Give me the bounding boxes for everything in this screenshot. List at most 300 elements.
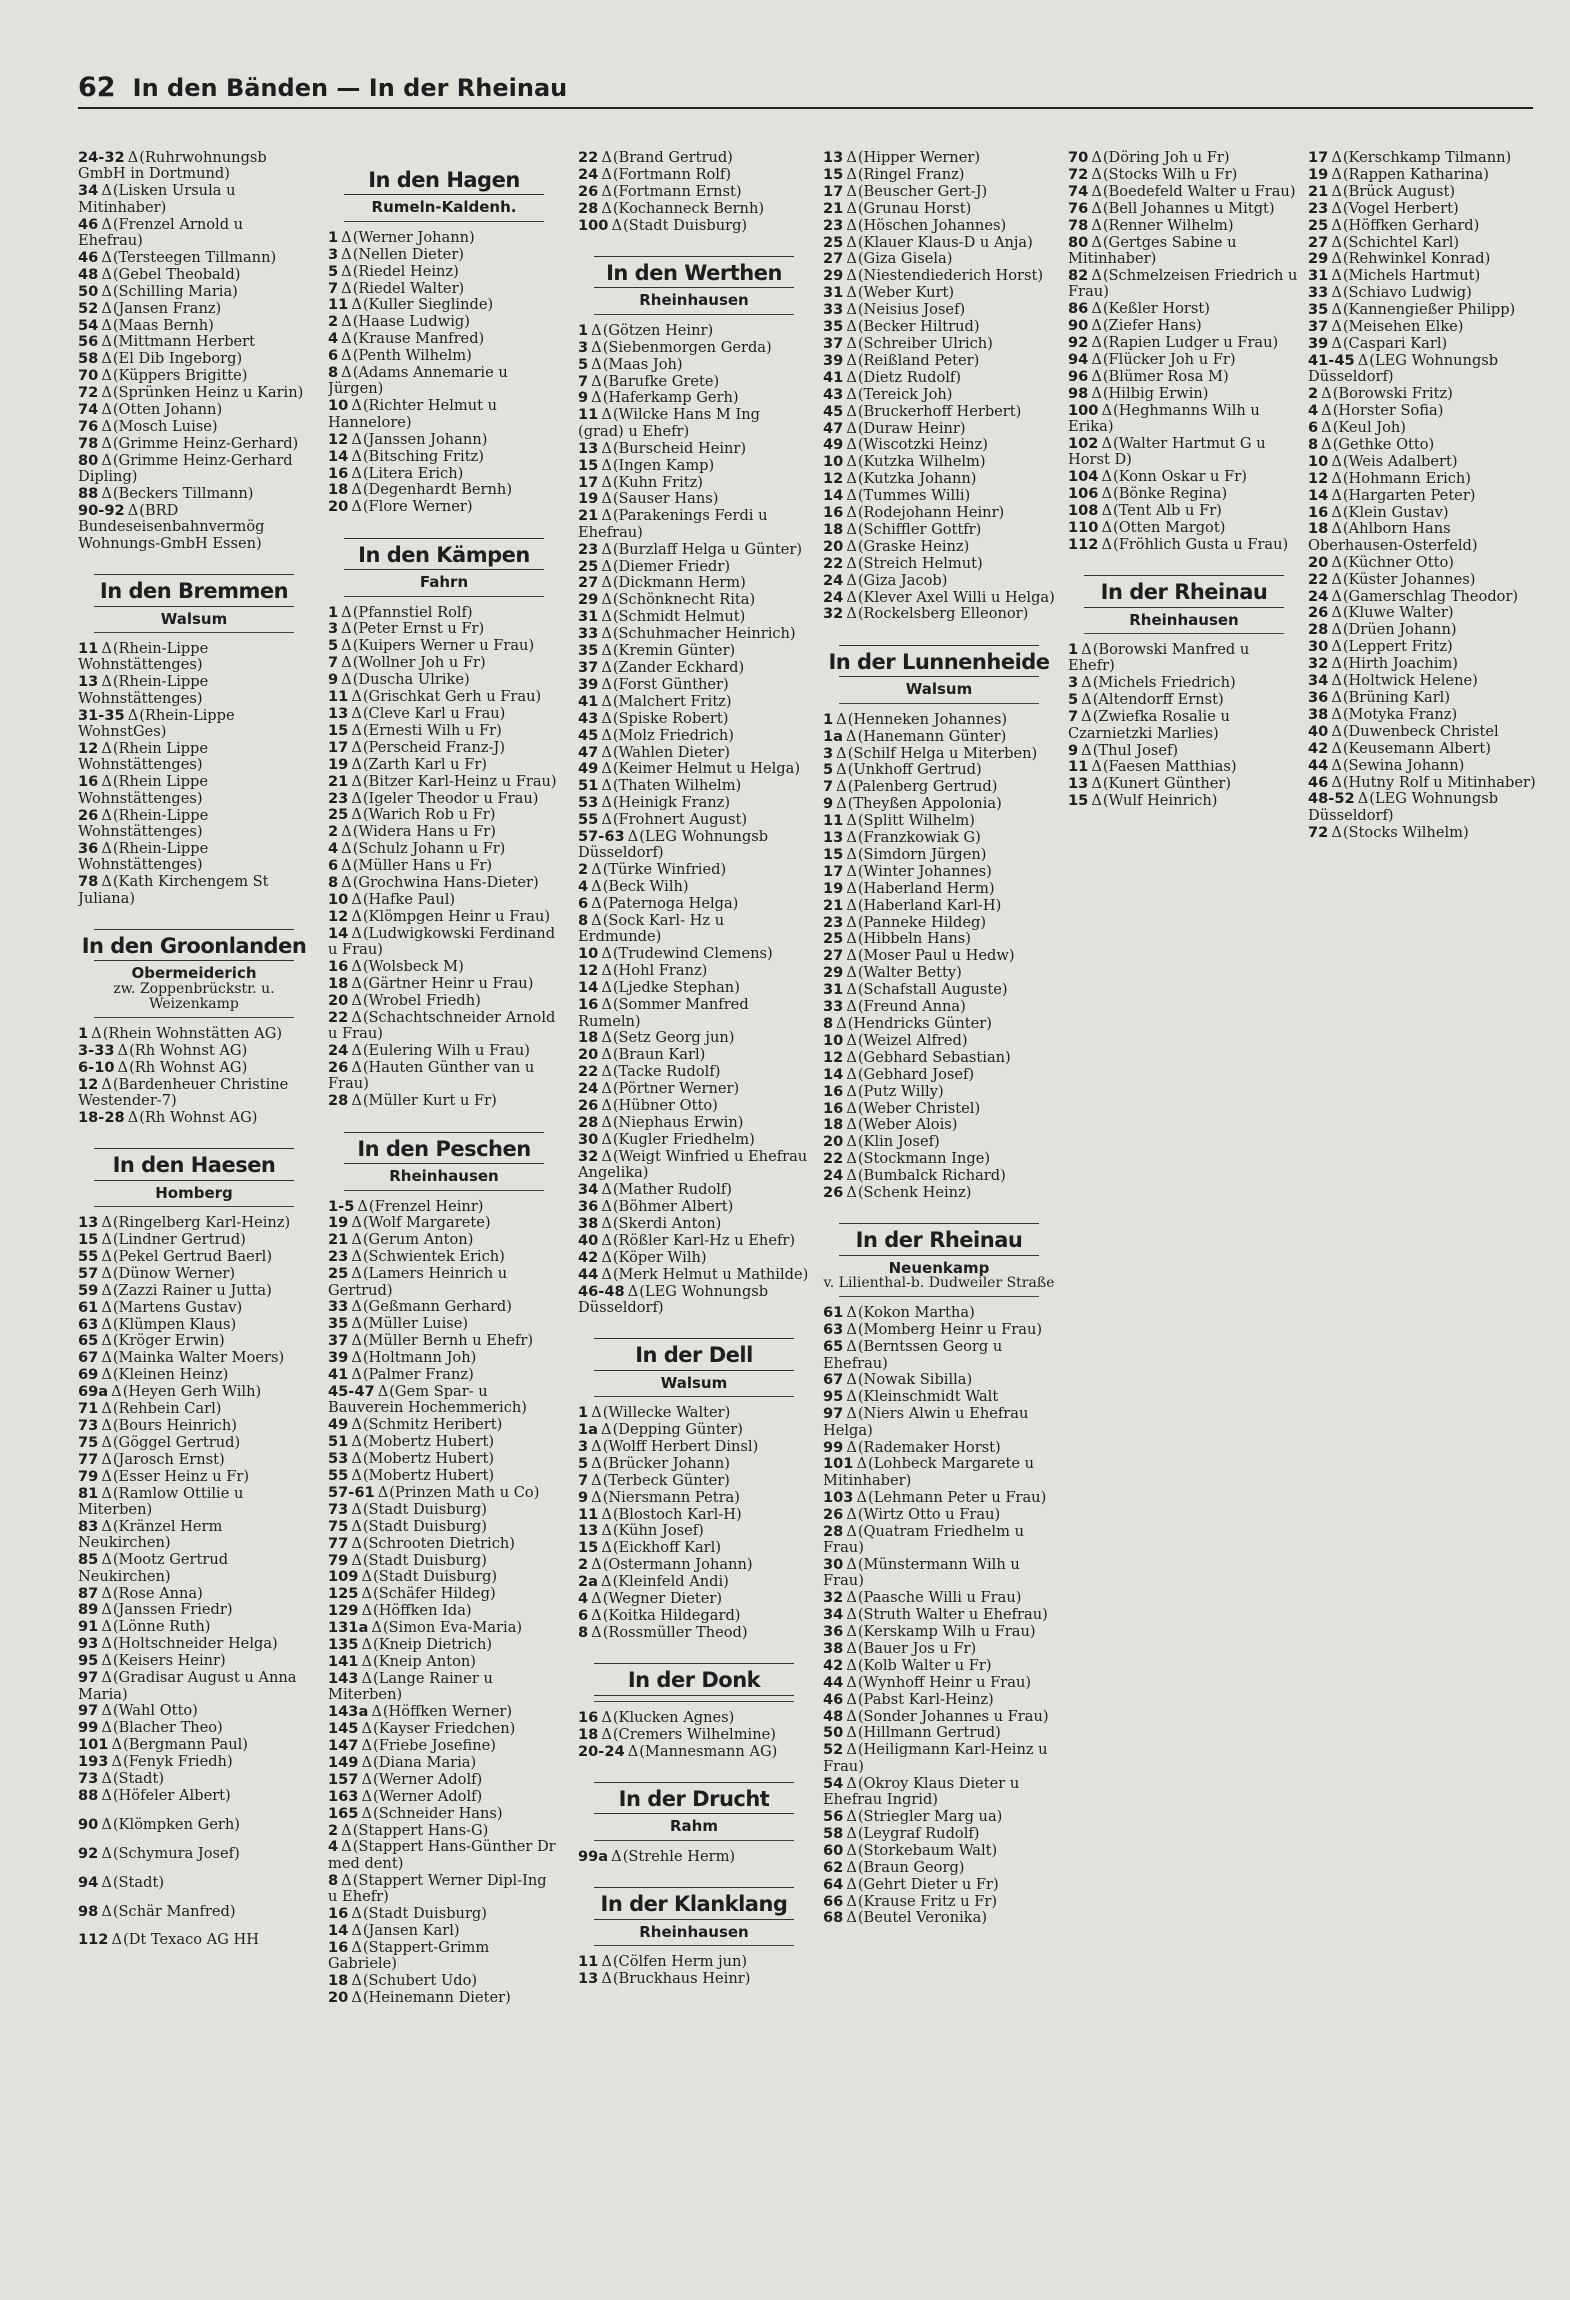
directory-entry — [578, 745, 810, 761]
resident-name: (Holtmann Joh) — [362, 1349, 477, 1367]
street-name: In den Hagen — [368, 168, 520, 192]
resident-name: (Grimme Heinz-Gerhard) — [112, 434, 299, 452]
street-name: In der Klanklang — [600, 1892, 788, 1917]
house-number: 99a — [578, 1847, 609, 1865]
directory-entry — [1068, 318, 1300, 334]
resident-name: (Fröhlich Gusta u Frau) — [1113, 535, 1289, 553]
directory-entry — [823, 965, 1055, 981]
triangle-marker-icon: Δ — [591, 895, 602, 913]
resident-name: (Rhein Lippe Wohnstättenges) — [78, 740, 208, 774]
resident-name: (Hanemann Günter) — [857, 727, 1007, 745]
triangle-marker-icon: Δ — [591, 1454, 602, 1472]
resident-name: (Grunau Horst) — [857, 199, 972, 217]
directory-entry — [578, 829, 810, 862]
directory-entry — [823, 948, 1055, 964]
resident-name: (Lehmann Peter u Frau) — [868, 1488, 1047, 1506]
resident-name: (Wrobel Friedh) — [362, 991, 481, 1009]
directory-entry — [823, 830, 1055, 846]
house-number: 95 — [78, 1652, 99, 1670]
house-number: 8 — [823, 1015, 834, 1032]
resident-name: (Eickhoff Karl) — [612, 1539, 722, 1557]
house-number: 68 — [823, 1909, 844, 1927]
resident-name: (Weizel Alfred) — [857, 1031, 968, 1049]
house-number: 18 — [823, 1116, 844, 1134]
house-number: 48 — [78, 265, 99, 283]
triangle-marker-icon: Δ — [101, 1467, 112, 1485]
triangle-marker-icon: Δ — [836, 1015, 847, 1032]
directory-entry — [78, 841, 310, 874]
resident-name: (Schulz Johann u Fr) — [352, 840, 506, 858]
directory-entry — [328, 1973, 560, 1989]
triangle-marker-icon: Δ — [1331, 722, 1342, 740]
resident-name: (Stadt) — [112, 1770, 165, 1788]
resident-name: (Ringelberg Karl-Heinz) — [112, 1214, 291, 1232]
triangle-marker-icon: Δ — [591, 861, 602, 879]
house-number: 112 — [1068, 535, 1099, 553]
directory-entry — [578, 761, 810, 777]
house-number: 165 — [328, 1804, 359, 1822]
directory-entry — [328, 1232, 560, 1248]
house-number: 46 — [1308, 773, 1329, 791]
house-number: 39 — [1308, 334, 1329, 352]
house-number: 19 — [823, 879, 844, 897]
house-number: 2 — [328, 1821, 339, 1839]
directory-entry — [823, 218, 1055, 234]
district-name: Rahm — [670, 1817, 718, 1836]
triangle-marker-icon: Δ — [601, 406, 612, 424]
resident-name: (Rößler Karl-Hz u Ehefr) — [612, 1231, 796, 1249]
directory-entry — [578, 1149, 810, 1182]
directory-entry — [328, 449, 560, 465]
house-number: 44 — [823, 1673, 844, 1691]
directory-entry — [78, 1110, 310, 1126]
house-number: 3 — [823, 744, 834, 762]
resident-name: (Frohnert August) — [612, 811, 748, 829]
resident-name: (Mobertz Hubert) — [362, 1433, 495, 1451]
triangle-marker-icon: Δ — [117, 1058, 129, 1076]
directory-entry — [78, 351, 310, 367]
house-number: 26 — [1308, 604, 1329, 622]
resident-name: (Kunert Günther) — [1102, 775, 1232, 793]
triangle-marker-icon: Δ — [601, 1147, 612, 1165]
house-number: 6 — [328, 857, 339, 875]
triangle-marker-icon: Δ — [601, 962, 612, 980]
triangle-marker-icon: Δ — [101, 367, 112, 385]
triangle-marker-icon: Δ — [846, 165, 857, 183]
triangle-marker-icon: Δ — [846, 1438, 857, 1456]
directory-entry — [328, 365, 560, 398]
directory-entry — [578, 323, 810, 339]
house-number: 35 — [328, 1315, 349, 1333]
triangle-marker-icon: Δ — [591, 389, 602, 407]
resident-name: (Kleinschmidt Walt — [857, 1388, 999, 1406]
directory-entry — [78, 674, 310, 707]
directory-entry — [578, 677, 810, 693]
triangle-marker-icon: Δ — [101, 1517, 112, 1535]
directory-entry — [578, 1557, 810, 1573]
triangle-marker-icon: Δ — [846, 1824, 857, 1842]
triangle-marker-icon: Δ — [846, 1673, 857, 1691]
triangle-marker-icon: Δ — [361, 1602, 373, 1620]
triangle-marker-icon: Δ — [361, 1737, 373, 1755]
directory-entry — [1308, 825, 1540, 841]
directory-entry — [1308, 505, 1540, 521]
directory-entry — [1308, 353, 1540, 386]
resident-name: (Ramlow Ottilie u Miterben) — [78, 1484, 244, 1519]
resident-name: (Kröger Erwin) — [112, 1332, 225, 1350]
house-number: 16 — [823, 1099, 844, 1117]
triangle-marker-icon: Δ — [1091, 367, 1102, 385]
triangle-marker-icon: Δ — [361, 1568, 373, 1586]
house-number: 7 — [1068, 708, 1079, 726]
house-number: 34 — [1308, 672, 1329, 690]
directory-entry — [78, 1401, 310, 1417]
resident-name: (Kutzka Wilhelm) — [857, 453, 986, 471]
resident-name: (Werner Johann) — [352, 228, 475, 246]
house-number: 30 — [578, 1130, 599, 1148]
directory-entry — [1308, 437, 1540, 453]
resident-name: (Ingen Kamp) — [612, 456, 715, 474]
house-number: 147 — [328, 1737, 359, 1755]
directory-entry — [1308, 639, 1540, 655]
resident-name: (Otten Margot) — [1113, 518, 1226, 536]
triangle-marker-icon: Δ — [601, 625, 612, 643]
directory-entry — [78, 1586, 310, 1602]
directory-entry — [328, 1823, 560, 1839]
resident-name: (Rh Wohnst AG) — [139, 1108, 258, 1126]
resident-name: (Klein Gustav) — [1342, 503, 1449, 521]
resident-name: (Höffken Gerhard) — [1342, 216, 1480, 234]
directory-entry — [823, 915, 1055, 931]
triangle-marker-icon: Δ — [601, 726, 612, 744]
resident-name: (Keusemann Albert) — [1342, 739, 1491, 757]
running-title: In den Bänden — In der Rheinau — [132, 74, 568, 102]
resident-name: (Schilling Maria) — [112, 282, 238, 300]
directory-entry — [328, 1738, 560, 1754]
resident-name: (Skerdi Anton) — [612, 1214, 722, 1232]
house-number: 55 — [578, 811, 599, 829]
resident-name: (Klömpken Gerh) — [112, 1815, 240, 1833]
house-number: 98 — [1068, 384, 1089, 402]
house-number: 102 — [1068, 434, 1099, 452]
triangle-marker-icon: Δ — [1101, 485, 1113, 503]
triangle-marker-icon: Δ — [101, 1786, 112, 1804]
resident-name: (Fortmann Ernst) — [612, 182, 742, 200]
street-heading — [328, 1132, 560, 1191]
triangle-marker-icon: Δ — [846, 470, 857, 488]
triangle-marker-icon: Δ — [846, 879, 857, 897]
triangle-marker-icon: Δ — [101, 333, 112, 351]
resident-name: (Depping Günter) — [612, 1421, 743, 1439]
resident-name: (Döring Joh u Fr) — [1102, 150, 1230, 166]
triangle-marker-icon: Δ — [351, 397, 362, 415]
resident-name: (Gebel Theobald) — [112, 265, 241, 283]
triangle-marker-icon: Δ — [351, 907, 362, 925]
triangle-marker-icon: Δ — [111, 1753, 123, 1771]
house-number: 37 — [823, 334, 844, 352]
house-number: 92 — [78, 1844, 99, 1862]
resident-name: (Igeler Theodor u Frau) — [362, 789, 539, 807]
house-number: 4 — [578, 1590, 589, 1608]
house-number: 10 — [823, 453, 844, 471]
directory-entry — [328, 1839, 560, 1872]
house-number: 39 — [328, 1349, 349, 1367]
column-6 — [1308, 150, 1540, 842]
house-number: 12 — [823, 1048, 844, 1066]
house-number: 4 — [1308, 402, 1319, 420]
resident-name: (Kolb Walter u Fr) — [857, 1656, 992, 1674]
directory-entry — [328, 1093, 560, 1109]
house-number: 29 — [823, 964, 844, 982]
house-number: 20 — [578, 1046, 599, 1064]
resident-name: (Rademaker Horst) — [857, 1438, 1001, 1456]
triangle-marker-icon: Δ — [341, 823, 352, 841]
resident-name: (Hendricks Günter) — [847, 1015, 992, 1032]
house-number: 103 — [823, 1488, 854, 1506]
house-number: 63 — [78, 1315, 99, 1333]
resident-name: (Boedefeld Walter u Frau) — [1102, 182, 1296, 200]
rule-top — [839, 1223, 1039, 1224]
resident-name: (Türke Winfried) — [602, 861, 727, 879]
triangle-marker-icon: Δ — [101, 1281, 112, 1299]
rule-top — [1084, 575, 1284, 576]
triangle-marker-icon: Δ — [601, 199, 612, 217]
directory-entry — [328, 1199, 560, 1215]
house-number: 57 — [78, 1264, 99, 1282]
triangle-marker-icon: Δ — [846, 1690, 857, 1708]
resident-name: (Stappert-Grimm Gabriele) — [328, 1938, 490, 1973]
directory-entry — [823, 1524, 1055, 1557]
house-number: 7 — [823, 778, 834, 796]
house-number: 93 — [78, 1635, 99, 1653]
resident-name: (Becker Hiltrud) — [857, 318, 980, 336]
directory-entry — [823, 1050, 1055, 1066]
house-number: 17 — [1308, 150, 1329, 166]
house-number: 55 — [78, 1247, 99, 1265]
house-number: 78 — [78, 873, 99, 891]
resident-name: (Penth Wilhelm) — [352, 347, 472, 365]
resident-name: (Jarosch Ernst) — [112, 1450, 225, 1468]
directory-entry — [578, 711, 810, 727]
house-number: 17 — [823, 862, 844, 880]
resident-name: (Cölfen Herm jun) — [612, 1952, 748, 1970]
directory-entry — [328, 314, 560, 330]
house-number: 33 — [823, 998, 844, 1016]
directory-entry — [823, 1557, 1055, 1590]
house-number: 79 — [328, 1551, 349, 1569]
triangle-marker-icon: Δ — [846, 588, 857, 606]
triangle-marker-icon: Δ — [601, 540, 612, 558]
resident-name: (Holtschneider Helga) — [112, 1635, 278, 1653]
triangle-marker-icon: Δ — [846, 1909, 857, 1927]
directory-entry — [578, 879, 810, 895]
triangle-marker-icon: Δ — [101, 1484, 112, 1502]
triangle-marker-icon: Δ — [846, 1623, 857, 1640]
directory-entry — [1068, 776, 1300, 792]
resident-name: (Braun Georg) — [857, 1858, 965, 1876]
rule-bottom — [594, 1396, 794, 1397]
resident-name: (Gradisar August u Anna Maria) — [78, 1669, 297, 1703]
house-number: 131a — [328, 1619, 369, 1637]
house-number: 92 — [1068, 333, 1089, 351]
triangle-marker-icon: Δ — [351, 924, 362, 942]
directory-entry — [328, 1333, 560, 1349]
house-number: 11 — [578, 1505, 599, 1523]
resident-name: (Moser Paul u Hedw) — [857, 947, 1015, 965]
rule-divider — [839, 1255, 1039, 1256]
directory-entry — [78, 1350, 310, 1366]
triangle-marker-icon: Δ — [1331, 756, 1342, 774]
triangle-marker-icon: Δ — [601, 456, 612, 474]
resident-name: (Rhein-Lippe Wohnstättenges) — [78, 839, 209, 874]
directory-entry — [823, 1675, 1055, 1691]
triangle-marker-icon: Δ — [846, 964, 857, 982]
triangle-marker-icon: Δ — [101, 1366, 112, 1384]
triangle-marker-icon: Δ — [591, 1488, 602, 1506]
triangle-marker-icon: Δ — [846, 1875, 857, 1893]
triangle-marker-icon: Δ — [1081, 708, 1092, 726]
triangle-marker-icon: Δ — [601, 574, 612, 592]
triangle-marker-icon: Δ — [101, 1669, 112, 1687]
triangle-marker-icon: Δ — [341, 262, 352, 280]
triangle-marker-icon: Δ — [111, 1383, 122, 1401]
house-number: 62 — [823, 1858, 844, 1876]
resident-name: (Hohl Franz) — [612, 962, 708, 980]
resident-name: (Storkebaum Walt) — [857, 1841, 998, 1859]
triangle-marker-icon: Δ — [601, 1421, 612, 1439]
street-range-note: v. Lilienthal-b. Dudweiler Straße — [823, 1275, 1055, 1292]
house-number: 82 — [1068, 266, 1089, 284]
resident-name: (Meisehen Elke) — [1342, 318, 1464, 336]
triangle-marker-icon: Δ — [1331, 587, 1342, 605]
directory-entry — [328, 1536, 560, 1552]
house-number: 3 — [578, 338, 589, 356]
directory-entry — [823, 712, 1055, 728]
house-number: 94 — [1068, 350, 1089, 368]
triangle-marker-icon: Δ — [591, 1556, 602, 1574]
resident-name: (Duscha Ulrike) — [352, 671, 470, 689]
resident-name: (Hafke Paul) — [362, 890, 456, 908]
triangle-marker-icon: Δ — [101, 418, 112, 435]
resident-name: (Schmidt Helmut) — [612, 608, 746, 626]
directory-entry — [578, 1954, 810, 1970]
triangle-marker-icon: Δ — [1331, 621, 1342, 639]
directory-entry — [328, 655, 560, 671]
resident-name: (Grochwina Hans-Dieter) — [352, 874, 539, 892]
house-number: 5 — [823, 761, 834, 779]
resident-name: (Mittmann Herbert — [112, 333, 256, 351]
house-number: 14 — [823, 1065, 844, 1083]
triangle-marker-icon: Δ — [601, 675, 612, 693]
triangle-marker-icon: Δ — [1331, 182, 1342, 200]
directory-entry — [823, 1440, 1055, 1456]
house-number: 41 — [823, 368, 844, 386]
directory-entry — [78, 1602, 310, 1618]
house-number: 135 — [328, 1636, 359, 1654]
house-number: 35 — [823, 318, 844, 336]
resident-name: (Mobertz Hubert) — [362, 1467, 495, 1485]
house-number: 19 — [328, 1214, 349, 1232]
directory-entry — [78, 1249, 310, 1265]
resident-name: (Kuller Sieglinde) — [362, 296, 494, 314]
resident-name: (Quatram Friedhelm u Frau) — [823, 1522, 1024, 1556]
triangle-marker-icon: Δ — [117, 1041, 129, 1059]
directory-entry — [78, 708, 310, 741]
resident-name: (Schmelzeisen Friedrich u Frau) — [1068, 266, 1298, 301]
house-number: 26 — [578, 1097, 599, 1115]
triangle-marker-icon: Δ — [1081, 641, 1092, 659]
triangle-marker-icon: Δ — [846, 385, 857, 403]
triangle-marker-icon: Δ — [351, 430, 362, 448]
triangle-marker-icon: Δ — [601, 794, 612, 812]
house-number: 42 — [823, 1656, 844, 1674]
triangle-marker-icon: Δ — [101, 1652, 112, 1670]
directory-entry — [78, 1266, 310, 1282]
house-number: 76 — [1068, 199, 1089, 217]
triangle-marker-icon: Δ — [601, 1181, 612, 1199]
triangle-marker-icon: Δ — [846, 487, 857, 505]
directory-entry — [78, 1817, 310, 1833]
house-number: 42 — [1308, 739, 1329, 757]
rule-divider — [594, 1919, 794, 1920]
house-number: 67 — [823, 1371, 844, 1389]
directory-entry — [78, 641, 310, 674]
triangle-marker-icon: Δ — [1331, 165, 1342, 183]
triangle-marker-icon: Δ — [351, 498, 362, 516]
resident-name: (Wahlen Dieter) — [612, 743, 730, 761]
directory-entry — [1068, 743, 1300, 759]
directory-entry — [328, 1485, 560, 1501]
triangle-marker-icon: Δ — [357, 1197, 368, 1215]
triangle-marker-icon: Δ — [351, 755, 362, 773]
triangle-marker-icon: Δ — [101, 350, 112, 368]
triangle-marker-icon: Δ — [101, 1601, 112, 1619]
resident-name: (Hillmann Gertrud) — [857, 1724, 1001, 1742]
house-number: 125 — [328, 1585, 359, 1603]
directory-entry — [1068, 469, 1300, 485]
resident-name: (Forst Günther) — [612, 675, 729, 693]
house-number: 35 — [578, 642, 599, 660]
directory-entry — [823, 353, 1055, 369]
resident-name: (Keimer Helmut u Helga) — [612, 760, 801, 778]
resident-name: (Giza Gisela) — [857, 250, 953, 268]
house-number: 37 — [328, 1332, 349, 1350]
resident-name: (Michels Friedrich) — [1092, 674, 1236, 692]
resident-name: (Trudewind Clemens) — [612, 945, 773, 963]
resident-name: (Kränzel Herm Neukirchen) — [78, 1517, 223, 1552]
resident-name: (Schreiber Ulrich) — [857, 334, 993, 352]
directory-entry — [1308, 454, 1540, 470]
directory-entry — [328, 499, 560, 515]
triangle-marker-icon: Δ — [1331, 773, 1342, 791]
directory-entry — [578, 390, 810, 406]
directory-entry — [78, 284, 310, 300]
resident-name: (Krause Fritz u Fr) — [857, 1892, 998, 1910]
house-number: 30 — [823, 1555, 844, 1573]
resident-name: (Müller Kurt u Fr) — [362, 1092, 497, 1110]
triangle-marker-icon: Δ — [591, 338, 602, 356]
directory-entry — [1308, 758, 1540, 774]
house-number: 1 — [823, 710, 834, 728]
house-number: 31 — [578, 608, 599, 626]
district-name: Walsum — [905, 680, 973, 699]
street-heading — [78, 574, 310, 633]
directory-entry — [578, 592, 810, 608]
resident-name: (Maas Joh) — [602, 355, 683, 373]
directory-entry — [328, 1906, 560, 1922]
resident-name: (Lindner Gertrud) — [112, 1231, 246, 1249]
triangle-marker-icon: Δ — [351, 738, 362, 756]
